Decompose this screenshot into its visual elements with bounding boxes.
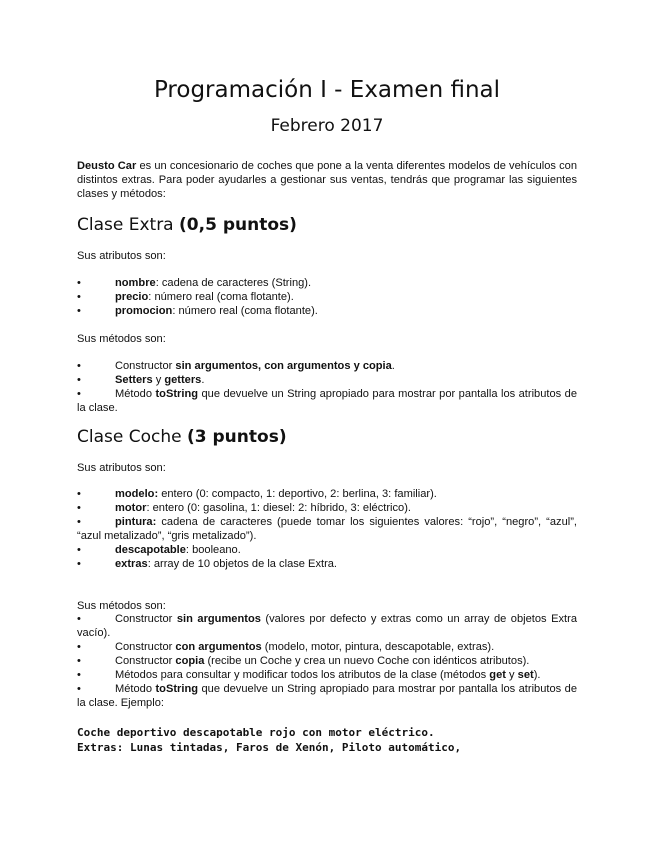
attr-desc: : entero (0: gasolina, 1: diesel: 2: híbrido, 3: eléctrico). xyxy=(146,502,411,514)
attr-name: nombre xyxy=(115,277,156,289)
list-item xyxy=(77,487,577,501)
list-item xyxy=(77,359,577,373)
bullet-icon: • xyxy=(77,655,81,667)
coche-methods-list xyxy=(77,612,577,710)
heading-extra-points: (0,5 puntos) xyxy=(179,215,297,235)
list-item xyxy=(77,276,577,290)
method-name: toString xyxy=(155,683,199,695)
list-item xyxy=(77,654,577,668)
attr-desc: : número real (coma flotante). xyxy=(172,305,318,317)
bullet-icon: • xyxy=(77,291,81,303)
method-name: sin argumentos, con argumentos y copia xyxy=(175,360,392,372)
method-text: y xyxy=(152,374,165,386)
coche-attrs-label: Sus atributos son: xyxy=(77,462,166,474)
attr-name: promocion xyxy=(115,305,173,317)
page-title: Programación I - Examen final xyxy=(153,77,501,103)
bullet-icon: • xyxy=(77,683,81,695)
method-text: Método xyxy=(115,388,156,400)
attr-desc: entero (0: compacto, 1: deportivo, 2: berlina, 3: familiar). xyxy=(158,488,437,500)
bullet-icon: • xyxy=(77,305,81,317)
attr-name: descapotable xyxy=(115,544,186,556)
list-item xyxy=(77,543,577,557)
method-name: set xyxy=(517,669,534,681)
list-item xyxy=(77,668,577,682)
heading-extra-name: Clase Extra xyxy=(77,215,180,235)
bullet-icon: • xyxy=(77,360,81,372)
method-name: copia xyxy=(175,655,205,667)
method-name: con argumentos xyxy=(175,641,262,653)
section-heading-coche xyxy=(77,427,287,447)
list-item xyxy=(77,304,577,318)
method-text: . xyxy=(391,360,395,372)
method-text: Constructor xyxy=(115,655,176,667)
method-text: Constructor xyxy=(115,360,176,372)
method-name: Setters xyxy=(115,374,153,386)
method-text: (modelo, motor, pintura, descapotable, extras). xyxy=(261,641,495,653)
method-text: . xyxy=(201,374,205,386)
list-item xyxy=(77,515,577,543)
attr-name: motor xyxy=(115,502,147,514)
method-text: (recibe un Coche y crea un nuevo Coche con idénticos atributos). xyxy=(204,655,530,667)
extra-methods-label: Sus métodos son: xyxy=(77,333,166,345)
attr-name: precio xyxy=(115,291,149,303)
attr-desc: : cadena de caracteres (String). xyxy=(155,277,312,289)
example-line: Extras: Lunas tintadas, Faros de Xenón, Piloto automático, xyxy=(77,741,462,754)
method-name: get xyxy=(489,669,506,681)
attr-name: extras xyxy=(115,558,148,570)
list-item xyxy=(77,682,577,710)
bullet-icon: • xyxy=(77,488,81,500)
attr-desc: : booleano. xyxy=(185,544,241,556)
list-item xyxy=(77,290,577,304)
method-name: toString xyxy=(155,388,199,400)
heading-coche-name: Clase Coche xyxy=(77,427,187,447)
coche-attrs-list xyxy=(77,487,577,571)
bullet-icon: • xyxy=(77,502,81,514)
extra-methods-list xyxy=(77,359,577,415)
attr-desc: : array de 10 objetos de la clase Extra. xyxy=(147,558,338,570)
bullet-icon: • xyxy=(77,388,81,400)
bullet-icon: • xyxy=(77,516,81,528)
method-name: getters xyxy=(164,374,202,386)
extra-attrs-label: Sus atributos son: xyxy=(77,250,166,262)
list-item xyxy=(77,373,577,387)
section-heading-extra xyxy=(77,215,297,235)
attr-desc: cadena de caracteres (puede tomar los siguientes valores: “rojo”, “negro”, “azul”, “azul metalizado”, “gris metalizado”). xyxy=(77,516,577,542)
coche-methods-label: Sus métodos son: xyxy=(77,600,166,612)
attr-name: modelo: xyxy=(115,488,159,500)
method-text: (valores por defecto y extras como un array de objetos Extra vacío). xyxy=(77,613,577,639)
attr-desc: : número real (coma flotante). xyxy=(148,291,294,303)
method-text: que devuelve un String apropiado para mostrar por pantalla los atributos de la clase. Ejemplo: xyxy=(77,683,577,709)
method-name: sin argumentos xyxy=(176,613,261,625)
method-text: Método xyxy=(115,683,156,695)
bullet-icon: • xyxy=(77,558,81,570)
bullet-icon: • xyxy=(77,641,81,653)
method-text: y xyxy=(505,669,518,681)
method-text: ). xyxy=(533,669,541,681)
list-item xyxy=(77,387,577,415)
method-text: Constructor xyxy=(115,613,177,625)
intro-text: es un concesionario de coches que pone a la venta diferentes modelos de vehículos con distintos extras. Para poder ayudarles a gestionar sus ventas, tendrás que programar las siguientes clases y métodos: xyxy=(77,160,578,200)
bullet-icon: • xyxy=(77,613,81,625)
example-line: Coche deportivo descapotable rojo con motor eléctrico. xyxy=(77,726,435,739)
method-text: que devuelve un String apropiado para mostrar por pantalla los atributos de la clase. xyxy=(77,388,577,414)
intro-brand: Deusto Car xyxy=(77,160,137,172)
list-item xyxy=(77,501,577,515)
page-subtitle: Febrero 2017 xyxy=(270,116,384,136)
bullet-icon: • xyxy=(77,277,81,289)
bullet-icon: • xyxy=(77,544,81,556)
method-text: Métodos para consultar y modificar todos los atributos de la clase (métodos xyxy=(115,669,490,681)
list-item xyxy=(77,640,577,654)
extra-attrs-list xyxy=(77,276,577,318)
heading-coche-points: (3 puntos) xyxy=(187,427,287,447)
bullet-icon: • xyxy=(77,374,81,386)
tostring-example xyxy=(77,725,461,755)
list-item xyxy=(77,557,577,571)
bullet-icon: • xyxy=(77,669,81,681)
attr-name: pintura: xyxy=(115,516,157,528)
method-text: Constructor xyxy=(115,641,176,653)
list-item xyxy=(77,612,577,640)
intro-paragraph xyxy=(77,159,577,201)
